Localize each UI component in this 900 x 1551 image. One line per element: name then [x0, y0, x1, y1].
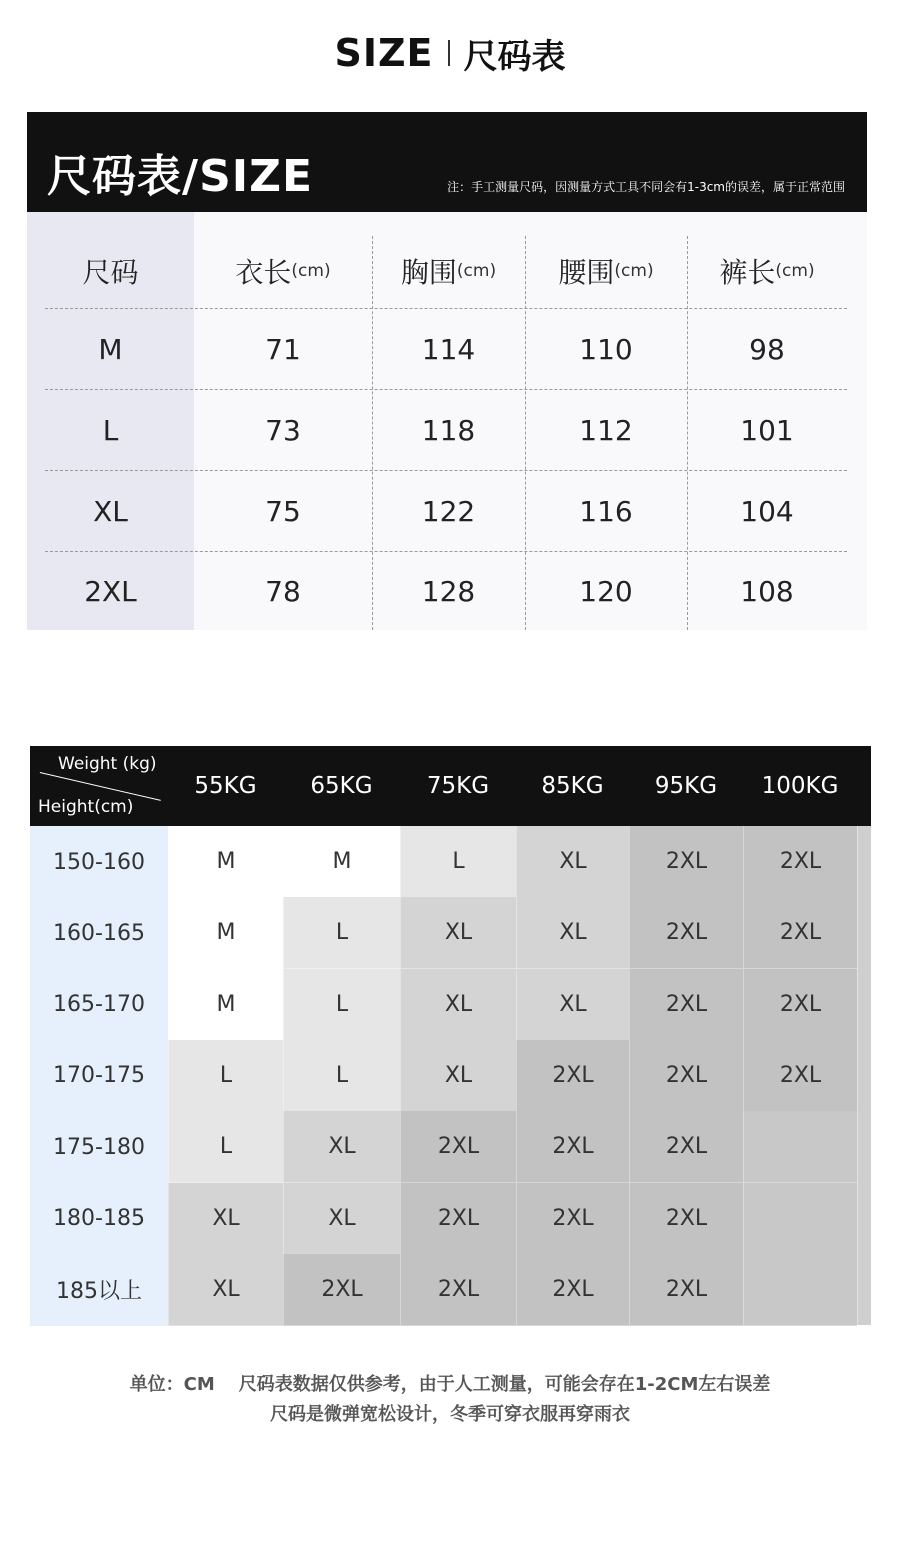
recommended-size-cell: L	[283, 897, 400, 969]
measurement-cell: 114	[421, 332, 476, 366]
footer-line-2: 尺码是微弹宽松设计，冬季可穿衣服再穿雨衣	[270, 1404, 630, 1425]
row-divider	[45, 308, 847, 309]
recommended-size-cell	[743, 1183, 857, 1255]
recommended-size-cell: M	[168, 969, 283, 1041]
measurement-cell: 128	[421, 574, 476, 608]
size-table-header-cell	[194, 234, 372, 308]
size-label-cell: 2XL	[84, 574, 137, 608]
header-label: 胸围	[400, 256, 457, 289]
recommended-size-cell: XL	[168, 1183, 283, 1255]
size-table-row	[27, 390, 867, 470]
recommended-size-cell: XL	[516, 897, 629, 969]
height-row	[30, 1111, 871, 1183]
footer-line-1	[0, 1370, 900, 1396]
footer-unit: 单位：CM	[129, 1374, 215, 1395]
recommended-size-cell: XL	[516, 826, 629, 898]
size-label-cell: XL	[93, 494, 128, 528]
recommended-size-cell: 2XL	[400, 1111, 516, 1183]
height-row	[30, 1040, 871, 1112]
recommended-size-cell: 2XL	[629, 1183, 743, 1255]
recommended-size-cell: XL	[168, 1254, 283, 1326]
recommended-size-cell: 2XL	[516, 1111, 629, 1183]
measurement-cell: 112	[579, 413, 633, 447]
weight-column-header: 85KG	[541, 773, 604, 799]
measurement-cell: 75	[265, 494, 301, 528]
page-title	[0, 28, 900, 78]
size-table-header-cell	[525, 234, 687, 308]
header-unit: (cm)	[456, 261, 497, 281]
recommended-size-cell: 2XL	[743, 897, 857, 969]
recommended-size-cell: 2XL	[516, 1254, 629, 1326]
recommended-size-cell: XL	[283, 1111, 400, 1183]
page-title-cn: 尺码表	[463, 36, 566, 77]
measurement-cell: 108	[740, 574, 794, 608]
recommended-size-cell: 2XL	[629, 1111, 743, 1183]
height-axis-label: Height(cm)	[38, 797, 134, 817]
height-range-cell: 160-165	[30, 897, 168, 969]
size-table-row	[27, 552, 867, 630]
header-label: 腰围	[558, 256, 615, 289]
size-table-header-row	[27, 234, 867, 308]
measurement-cell: 116	[579, 494, 633, 528]
height-range-cell: 180-185	[30, 1183, 168, 1255]
height-range-cell: 165-170	[30, 969, 168, 1041]
row-divider	[45, 470, 847, 471]
size-table-row	[27, 471, 867, 551]
recommended-size-cell: L	[283, 1040, 400, 1112]
size-table-grid	[27, 212, 867, 630]
height-range-cell: 150-160	[30, 826, 168, 898]
measurement-cell: 101	[740, 413, 794, 447]
column-divider	[687, 236, 688, 630]
page-title-en: SIZE	[334, 31, 434, 75]
recommended-size-cell: L	[168, 1040, 283, 1112]
header-unit: (cm)	[291, 261, 331, 281]
recommended-size-cell: L	[168, 1111, 283, 1183]
size-table-header-cell	[27, 234, 194, 308]
measurement-cell: 120	[579, 574, 633, 608]
recommended-size-cell: XL	[516, 969, 629, 1041]
size-table	[27, 212, 867, 630]
recommended-size-cell	[743, 1254, 857, 1326]
weight-column-header: 65KG	[310, 773, 373, 799]
recommended-size-cell: L	[400, 826, 516, 898]
table-edge-strip	[857, 826, 871, 1325]
size-label-cell: M	[98, 332, 123, 366]
weight-header-row	[30, 746, 871, 826]
measurement-cell: 98	[749, 332, 785, 366]
weight-column-header: 55KG	[194, 773, 257, 799]
weight-column-header: 95KG	[654, 773, 718, 799]
recommended-size-cell: 2XL	[629, 1040, 743, 1112]
recommended-size-cell: L	[283, 969, 400, 1041]
title-divider	[448, 40, 450, 66]
row-divider	[45, 389, 847, 390]
header-label: 衣长	[235, 256, 292, 289]
recommended-size-cell: 2XL	[743, 969, 857, 1041]
weight-column-header: 75KG	[426, 773, 490, 799]
measurement-cell: 110	[579, 332, 633, 366]
recommended-size-cell: XL	[283, 1183, 400, 1255]
height-range-cell: 185以上	[30, 1254, 168, 1326]
measurement-cell: 118	[421, 413, 476, 447]
recommended-size-cell: 2XL	[629, 897, 743, 969]
measurement-cell: 71	[265, 332, 301, 366]
recommended-size-cell: M	[168, 826, 283, 898]
recommended-size-cell: 2XL	[629, 826, 743, 898]
size-label-cell: L	[102, 413, 119, 447]
recommended-size-cell: 2XL	[400, 1254, 516, 1326]
size-table-banner-title: 尺码表/SIZE	[47, 151, 314, 202]
height-row	[30, 826, 871, 898]
size-table-row	[27, 309, 867, 389]
height-row	[30, 897, 871, 969]
height-range-cell: 175-180	[30, 1111, 168, 1183]
recommended-size-cell: XL	[400, 897, 516, 969]
measurement-cell: 78	[265, 574, 301, 608]
recommended-size-cell: 2XL	[743, 1040, 857, 1112]
recommended-size-cell: 2XL	[283, 1254, 400, 1326]
height-row	[30, 969, 871, 1041]
recommended-size-cell: 2XL	[629, 1254, 743, 1326]
weight-axis-label: Weight (kg)	[58, 754, 157, 774]
header-unit: (cm)	[775, 261, 815, 281]
height-row	[30, 1254, 871, 1326]
header-label: 尺码	[82, 256, 139, 289]
weight-column-header: 100KG	[761, 773, 839, 799]
measurement-cell: 122	[421, 494, 476, 528]
recommended-size-cell: M	[283, 826, 400, 898]
recommended-size-cell	[743, 1111, 857, 1183]
column-divider	[372, 236, 373, 630]
recommended-size-cell: M	[168, 897, 283, 969]
header-label: 裤长	[719, 256, 776, 289]
recommended-size-cell: 2XL	[400, 1183, 516, 1255]
recommended-size-cell: XL	[400, 969, 516, 1041]
column-divider	[525, 236, 526, 630]
row-divider	[45, 551, 847, 552]
height-row	[30, 1183, 871, 1255]
recommended-size-cell: 2XL	[516, 1040, 629, 1112]
footer-disclaimer: 尺码表数据仅供参考，由于人工测量，可能会存在1-2CM左右误差	[238, 1374, 771, 1395]
size-table-header-cell	[372, 234, 525, 308]
recommended-size-cell: XL	[400, 1040, 516, 1112]
recommended-size-cell: 2XL	[743, 826, 857, 898]
size-table-header-cell	[687, 234, 847, 308]
height-range-cell: 170-175	[30, 1040, 168, 1112]
size-recommendation-table	[30, 746, 871, 1325]
measurement-cell: 104	[740, 494, 794, 528]
size-table-banner	[27, 112, 867, 212]
recommended-size-cell: 2XL	[629, 969, 743, 1041]
measurement-note: 注：手工测量尺码，因测量方式工具不同会有1-3cm的误差，属于正常范围	[447, 180, 845, 194]
recommended-size-cell: 2XL	[516, 1183, 629, 1255]
header-unit: (cm)	[614, 261, 654, 281]
measurement-cell: 73	[265, 413, 301, 447]
